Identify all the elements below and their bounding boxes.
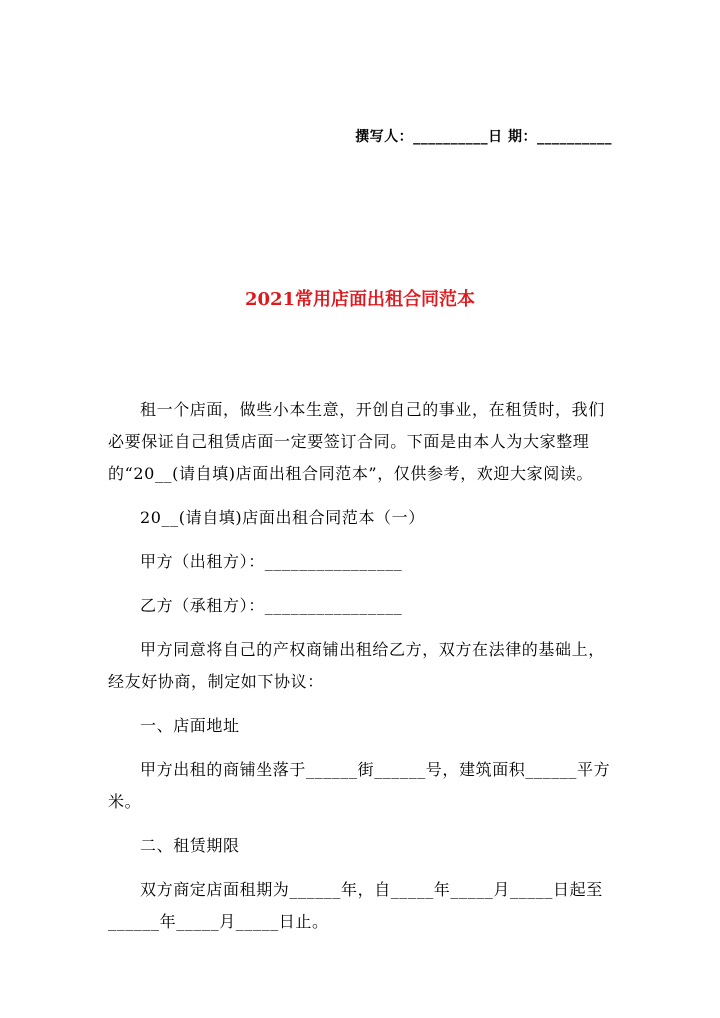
party-b-line: 乙方（承租方）：________________ xyxy=(140,596,403,615)
author-label: 撰写人： xyxy=(355,129,414,145)
document-title: 2021常用店面出租合同范本 xyxy=(244,289,476,310)
section1-heading: 一、店面地址 xyxy=(140,716,240,735)
date-blank: __________ xyxy=(537,129,612,145)
party-a-line: 甲方（出租方）：________________ xyxy=(140,552,403,571)
intro-paragraph: 租一个店面，做些小本生意，开创自己的事业，在租赁时，我们必要保证自己租赁店面一定要签订合同。下面是由本人为大家整理的“20__(请自填)店面出租合同范本”，仅供参考，欢迎大家阅读。 xyxy=(108,400,605,483)
date-label: 日 期： xyxy=(488,129,537,145)
section2-text: 双方商定店面租期为______年，自_____年_____月_____日起至______年_____月_____日止。 xyxy=(108,880,603,931)
section1-text: 甲方出租的商铺坐落于______街______号，建筑面积______平方米。 xyxy=(108,760,611,811)
contract-subtitle: 20__(请自填)店面出租合同范本（一） xyxy=(140,508,425,527)
author-blank: __________ xyxy=(413,129,489,145)
agreement-paragraph: 甲方同意将自己的产权商铺出租给乙方，双方在法律的基础上，经友好协商，制定如下协议： xyxy=(108,640,605,691)
document-body xyxy=(108,394,616,938)
header-line xyxy=(355,126,612,146)
section2-heading: 二、租赁期限 xyxy=(140,836,240,855)
